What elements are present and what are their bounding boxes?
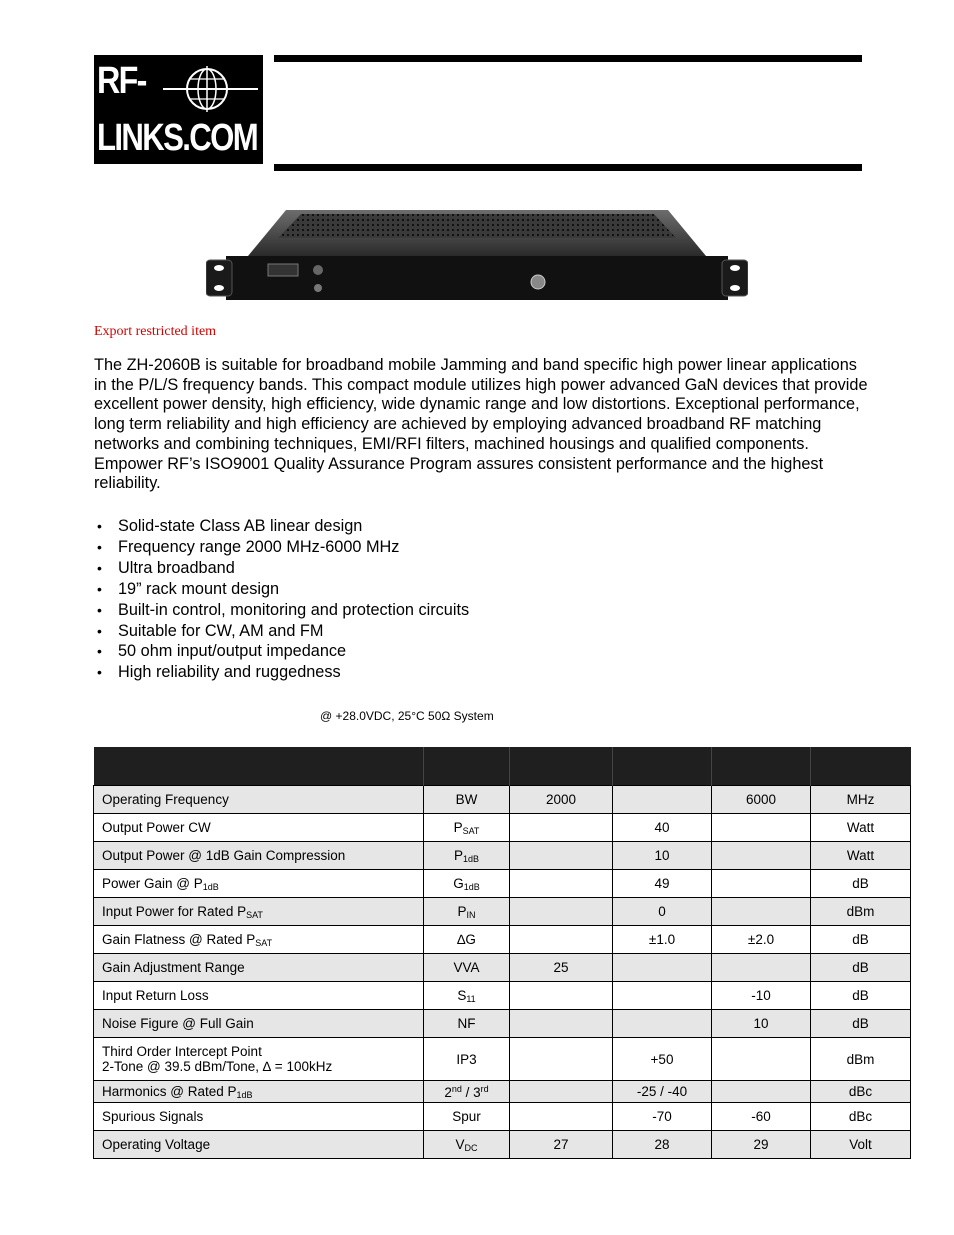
unit-cell: dBm — [811, 1038, 911, 1081]
typ-cell: -25 / -40 — [613, 1081, 712, 1103]
param-cell: Input Return Loss — [94, 982, 424, 1010]
symbol-cell: NF — [424, 1010, 510, 1038]
param-cell: Input Power for Rated $P_{SAT}$ — [94, 898, 424, 926]
symbol-cell: $P_{1dB}$ — [424, 842, 510, 870]
min-cell: 2000 — [510, 786, 613, 814]
symbol-cell: $V_{DC}$ — [424, 1131, 510, 1159]
unit-cell: Volt — [811, 1131, 911, 1159]
symbol-cell: $S_{11}$ — [424, 982, 510, 1010]
header-rule-bottom — [274, 164, 862, 171]
header-cell — [811, 747, 911, 786]
unit-cell: dBc — [811, 1081, 911, 1103]
max-cell: ±2.0 — [712, 926, 811, 954]
min-cell — [510, 1038, 613, 1081]
feature-item: • 19” rack mount design — [94, 579, 469, 600]
min-cell — [510, 982, 613, 1010]
table-row — [94, 842, 911, 870]
symbol-cell: BW — [424, 786, 510, 814]
typ-cell — [613, 954, 712, 982]
param-cell: Harmonics @ Rated $P_{1dB}$ — [94, 1081, 424, 1103]
param-cell: Gain Flatness @ Rated $P_{SAT}$ — [94, 926, 424, 954]
typ-cell — [613, 786, 712, 814]
company-logo — [94, 55, 263, 164]
param-cell: Output Power @ 1dB Gain Compression — [94, 842, 424, 870]
symbol-cell: 2nd / 3rd — [424, 1081, 510, 1103]
typ-cell: 49 — [613, 870, 712, 898]
max-cell — [712, 1081, 811, 1103]
feature-item: • Built-in control, monitoring and protection circuits — [94, 600, 469, 621]
max-cell — [712, 842, 811, 870]
min-cell — [510, 842, 613, 870]
unit-cell: Watt — [811, 842, 911, 870]
table-row — [94, 1103, 911, 1131]
typ-cell: 10 — [613, 842, 712, 870]
unit-cell: dB — [811, 982, 911, 1010]
table-row — [94, 814, 911, 842]
header-cell — [94, 747, 424, 786]
typ-cell: 40 — [613, 814, 712, 842]
feature-item: • Ultra broadband — [94, 558, 469, 579]
table-row — [94, 870, 911, 898]
header-cell — [510, 747, 613, 786]
min-cell: 27 — [510, 1131, 613, 1159]
typ-cell: 28 — [613, 1131, 712, 1159]
symbol-cell: ∆G — [424, 926, 510, 954]
table-row — [94, 954, 911, 982]
typ-cell — [613, 1010, 712, 1038]
param-cell: Noise Figure @ Full Gain — [94, 1010, 424, 1038]
header-cell — [613, 747, 712, 786]
param-cell: Third Order Intercept Point 2-Tone @ 39.5 dBm/Tone, ∆ = 100kHz — [94, 1038, 424, 1081]
unit-cell: MHz — [811, 786, 911, 814]
test-conditions: @ +28.0VDC, 25°C 50Ω System — [320, 709, 494, 723]
feature-list — [94, 516, 469, 683]
max-cell — [712, 870, 811, 898]
feature-item: • 50 ohm input/output impedance — [94, 641, 469, 662]
min-cell — [510, 1010, 613, 1038]
typ-cell: 0 — [613, 898, 712, 926]
unit-cell: dBm — [811, 898, 911, 926]
max-cell: 6000 — [712, 786, 811, 814]
feature-item: • Frequency range 2000 MHz-6000 MHz — [94, 537, 469, 558]
table-row — [94, 1010, 911, 1038]
param-cell: Output Power CW — [94, 814, 424, 842]
symbol-cell: $P_{IN}$ — [424, 898, 510, 926]
param-cell: Operating Voltage — [94, 1131, 424, 1159]
typ-cell — [613, 982, 712, 1010]
symbol-cell: IP3 — [424, 1038, 510, 1081]
table-row — [94, 786, 911, 814]
max-cell — [712, 814, 811, 842]
logo-text-line2: LINKS.COM — [97, 117, 258, 159]
min-cell — [510, 898, 613, 926]
header-rule-top — [274, 55, 862, 62]
table-row — [94, 1038, 911, 1081]
typ-cell: ±1.0 — [613, 926, 712, 954]
max-cell: -10 — [712, 982, 811, 1010]
export-note: Export restricted item — [94, 324, 217, 339]
header-cell — [712, 747, 811, 786]
min-cell — [510, 814, 613, 842]
product-description: The ZH-2060B is suitable for broadband mobile Jamming and band specific high power linear applications in the P/L/S frequency bands. This compact module utilizes high power advanced GaN devices that provide excellent power density, high efficiency, wide dynamic range and low distortions. Exceptional performance, long term reliability and high efficiency are achieved by employing advanced broadband RF matching networks and combining techniques, EMI/RFI filters, machined housings and qualified components. Empower RF’s ISO9001 Quality Assurance Program assures consistent performance and the highest reliability. — [94, 356, 868, 493]
typ-cell: -70 — [613, 1103, 712, 1131]
unit-cell: dB — [811, 1010, 911, 1038]
feature-item: • High reliability and ruggedness — [94, 662, 469, 683]
feature-item: • Solid-state Class AB linear design — [94, 516, 469, 537]
max-cell: 10 — [712, 1010, 811, 1038]
table-header-row — [94, 747, 911, 786]
table-row — [94, 982, 911, 1010]
symbol-cell: $G_{1dB}$ — [424, 870, 510, 898]
unit-cell: dBc — [811, 1103, 911, 1131]
max-cell: -60 — [712, 1103, 811, 1131]
table-row — [94, 926, 911, 954]
product-photo — [206, 208, 748, 308]
param-cell: Spurious Signals — [94, 1103, 424, 1131]
max-cell — [712, 954, 811, 982]
logo-text-line1: RF- — [97, 60, 146, 102]
typ-cell: +50 — [613, 1038, 712, 1081]
table-row — [94, 1081, 911, 1103]
table-row — [94, 898, 911, 926]
min-cell — [510, 1103, 613, 1131]
max-cell — [712, 898, 811, 926]
symbol-cell: $P_{SAT}$ — [424, 814, 510, 842]
max-cell — [712, 1038, 811, 1081]
unit-cell: dB — [811, 926, 911, 954]
unit-cell: dB — [811, 954, 911, 982]
min-cell — [510, 870, 613, 898]
symbol-cell: Spur — [424, 1103, 510, 1131]
table-row — [94, 1131, 911, 1159]
max-cell: 29 — [712, 1131, 811, 1159]
symbol-cell: VVA — [424, 954, 510, 982]
param-cell: Gain Adjustment Range — [94, 954, 424, 982]
param-cell: Operating Frequency — [94, 786, 424, 814]
specifications-table — [93, 747, 911, 1159]
min-cell: 25 — [510, 954, 613, 982]
unit-cell: Watt — [811, 814, 911, 842]
header-cell — [424, 747, 510, 786]
feature-item: • Suitable for CW, AM and FM — [94, 621, 469, 642]
min-cell — [510, 926, 613, 954]
unit-cell: dB — [811, 870, 911, 898]
min-cell — [510, 1081, 613, 1103]
globe-crosshair-icon — [163, 64, 258, 114]
param-cell: Power Gain @ $P_{1dB}$ — [94, 870, 424, 898]
